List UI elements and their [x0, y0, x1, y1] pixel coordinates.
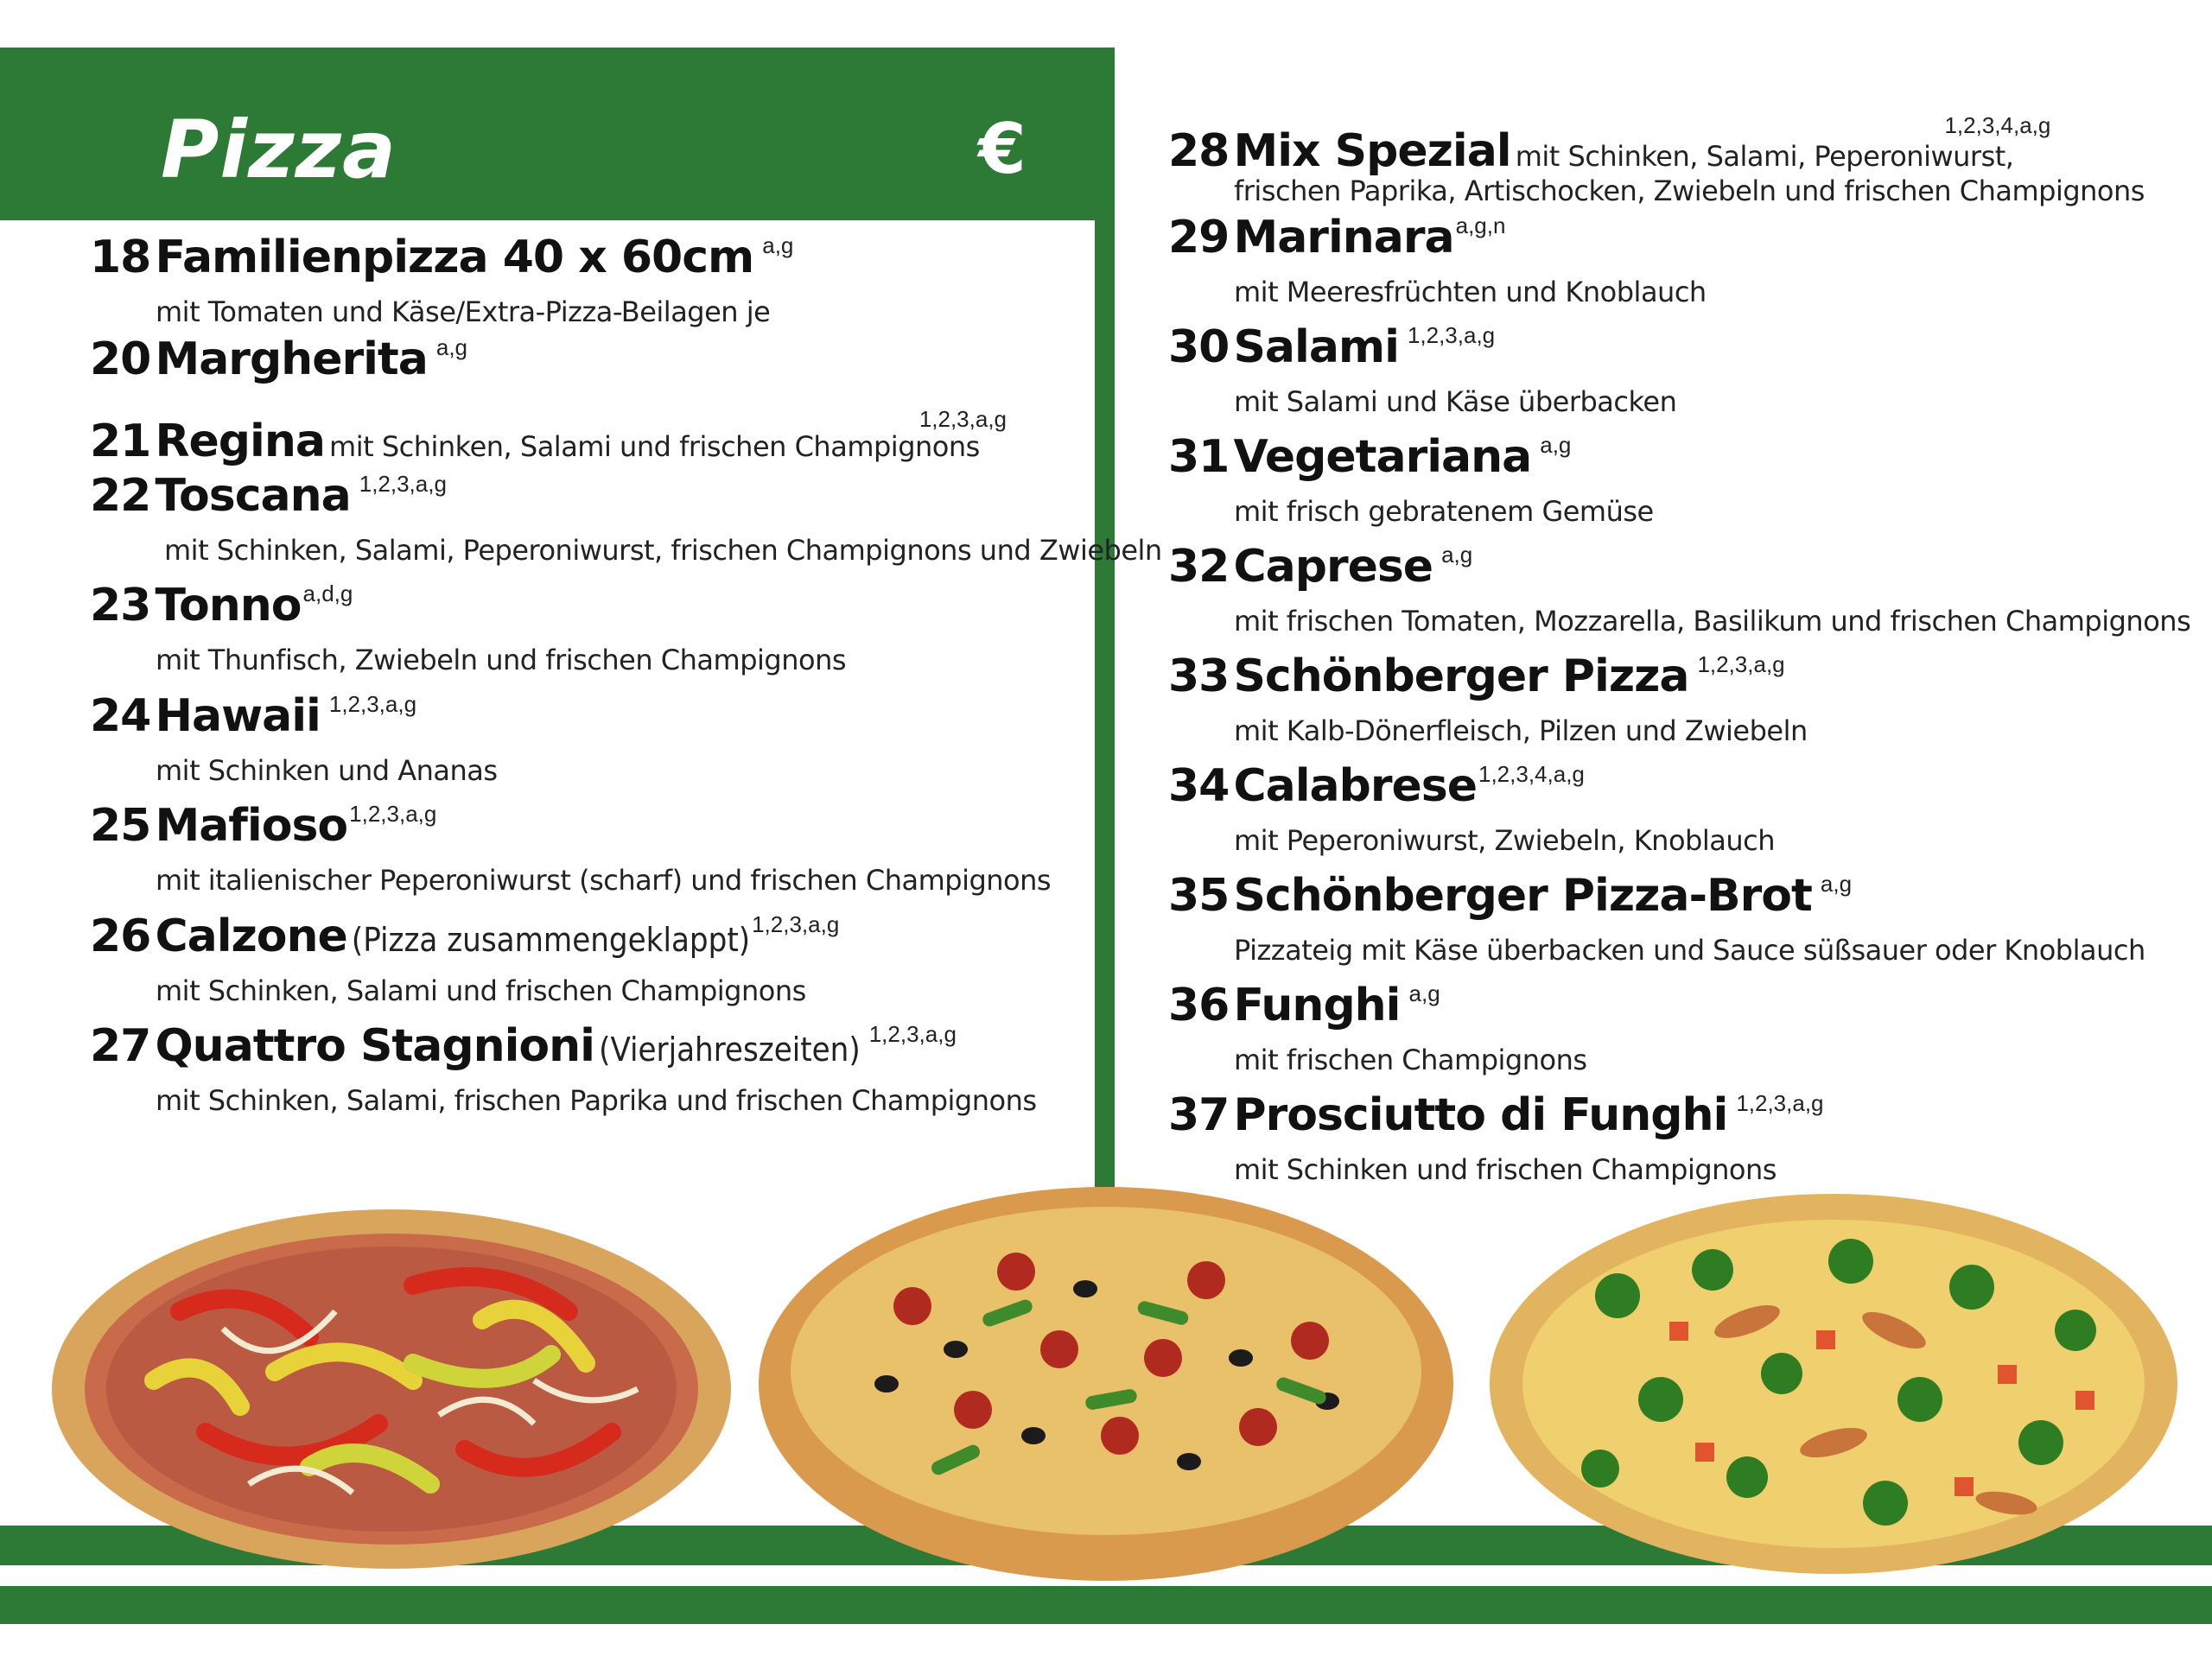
item-description-cont: frischen Paprika, Artischocken, Zwiebeln und frischen Champignons [1234, 174, 2145, 207]
item-number: 30 [1168, 321, 1230, 373]
item-heading [1168, 650, 1785, 702]
allergen-codes: a,g [1441, 542, 1473, 568]
item-number: 36 [1168, 980, 1230, 1031]
item-number: 26 [90, 910, 151, 962]
item-heading [90, 232, 793, 283]
item-name: Funghi [1233, 980, 1401, 1031]
menu-item [90, 406, 1084, 470]
item-number: 21 [90, 415, 151, 467]
item-description: mit frischen Champignons [1234, 1044, 1587, 1076]
allergen-codes: a,g [1540, 432, 1572, 458]
item-heading [90, 333, 467, 385]
allergen-codes: 1,2,3,a,g [349, 801, 437, 827]
item-name: Schönberger Pizza [1233, 650, 1689, 702]
item-name: Marinara [1233, 212, 1454, 263]
item-name: Mix Spezial [1233, 125, 1511, 177]
item-name: Calabrese [1233, 760, 1477, 812]
item-number: 33 [1168, 650, 1230, 702]
item-heading [90, 580, 353, 631]
item-description: mit Kalb-Dönerfleisch, Pilzen und Zwiebeln [1234, 714, 1808, 747]
item-subtitle: (Vierjahreszeiten) [599, 1031, 861, 1069]
allergen-codes: 1,2,3,a,g [1736, 1090, 1824, 1116]
allergen-codes: a,d,g [302, 581, 353, 606]
menu-item [90, 232, 1084, 342]
left-menu-column [90, 232, 1162, 1131]
item-name: Toscana [155, 469, 351, 522]
allergen-codes: 1,2,3,a,g [359, 470, 447, 497]
item-description: Pizzateig mit Käse überbacken und Sauce süßsauer oder Knoblauch [1234, 934, 2145, 967]
allergen-codes: a,g [435, 333, 468, 360]
item-number: 27 [90, 1020, 151, 1072]
item-heading [90, 690, 416, 742]
allergen-codes: 1,2,3,4,a,g [1478, 761, 1585, 787]
item-name: Schönberger Pizza-Brot [1233, 870, 1812, 922]
menu-item [90, 910, 1084, 1021]
menu-item [1168, 431, 2205, 541]
allergen-codes: a,g [762, 232, 794, 258]
menu-item [1168, 870, 2205, 980]
item-number: 18 [90, 232, 151, 283]
item-description: mit frisch gebratenem Gemüse [1234, 495, 1654, 528]
item-heading [1168, 870, 1852, 922]
allergen-codes: 1,2,3,a,g [1407, 322, 1496, 348]
item-description: mit Peperoniwurst, Zwiebeln, Knoblauch [1234, 824, 1775, 857]
item-heading [1168, 760, 1585, 812]
item-heading [1168, 980, 1440, 1031]
item-heading [90, 1020, 957, 1072]
item-number: 37 [1168, 1089, 1230, 1141]
item-heading [1168, 541, 1472, 593]
item-description: mit Schinken, Salami, frischen Paprika und frischen Champignons [156, 1084, 1037, 1117]
item-name: Mafioso [155, 800, 348, 852]
menu-item [90, 469, 1162, 581]
item-number: 22 [90, 469, 151, 522]
item-heading [90, 470, 447, 522]
footer-stripe-bottom [0, 1586, 2212, 1624]
item-heading [90, 910, 839, 962]
allergen-codes: 1,2,3,a,g [918, 405, 1007, 432]
menu-item [90, 1020, 1084, 1131]
item-name: Caprese [1233, 541, 1433, 593]
section-title: Pizza [161, 104, 397, 196]
menu-item [1168, 980, 2205, 1089]
item-number: 29 [1168, 212, 1230, 263]
item-name: Salami [1233, 321, 1399, 373]
item-name: Prosciutto di Funghi [1233, 1089, 1728, 1141]
right-menu-column [1168, 102, 2205, 1199]
item-name: Vegetariana [1233, 431, 1532, 483]
item-number: 28 [1168, 125, 1230, 177]
item-heading [90, 800, 436, 852]
menu-item [90, 580, 1084, 690]
item-description: mit Thunfisch, Zwiebeln und frischen Champignons [156, 644, 847, 676]
menu-item [90, 333, 1084, 406]
item-name: Tonno [155, 580, 302, 631]
item-description: mit Schinken, Salami und frischen Champignons [156, 974, 806, 1007]
menu-item [1168, 102, 2205, 212]
menu-item [1168, 321, 2205, 431]
item-heading [90, 406, 1007, 467]
item-number: 32 [1168, 541, 1230, 593]
item-name: Familienpizza 40 x 60cm [155, 232, 754, 283]
item-number: 35 [1168, 870, 1230, 922]
menu-item [1168, 212, 2205, 321]
item-heading [1168, 431, 1571, 483]
item-description: mit Tomaten und Käse/Extra-Pizza-Beilagen je [156, 295, 771, 328]
item-description: mit frischen Tomaten, Mozzarella, Basilikum und frischen Champignons [1234, 605, 2191, 638]
item-description: mit Salami und Käse überbacken [1234, 385, 1677, 418]
allergen-codes: 1,2,3,a,g [868, 1021, 957, 1047]
menu-item [1168, 760, 2205, 870]
item-heading [1168, 321, 1495, 373]
item-number: 23 [90, 580, 151, 631]
allergen-codes: 1,2,3,a,g [752, 910, 840, 937]
item-description: mit Meeresfrüchten und Knoblauch [1234, 276, 1707, 308]
item-subtitle: (Pizza zusammengeklappt) [351, 920, 751, 959]
item-name: Calzone [155, 910, 347, 962]
item-heading [1168, 1089, 1824, 1141]
allergen-codes: 1,2,3,a,g [328, 690, 417, 717]
menu-item [90, 690, 1084, 801]
item-number: 24 [90, 689, 151, 742]
menu-item [1168, 650, 2205, 760]
item-description: mit italienischer Peperoniwurst (scharf) und frischen Champignons [156, 864, 1052, 897]
item-number: 31 [1168, 431, 1230, 483]
menu-item [90, 800, 1084, 910]
item-name: Margherita [155, 333, 428, 385]
allergen-codes: a,g [1820, 871, 1853, 897]
item-description: mit Schinken und Ananas [156, 753, 498, 787]
item-heading [1168, 212, 1505, 263]
item-heading [1168, 112, 2050, 177]
item-description: mit Schinken, Salami, Peperoniwurst, [1515, 140, 2014, 173]
item-description: mit Schinken, Salami und frischen Champignons [329, 429, 980, 463]
item-number: 20 [90, 333, 151, 385]
pizza-image-supreme [757, 1177, 1455, 1583]
menu-item [1168, 541, 2205, 650]
item-name: Hawaii [155, 689, 321, 742]
allergen-codes: a,g [1408, 980, 1440, 1006]
menu-item [1168, 1089, 2205, 1199]
allergen-codes: 1,2,3,a,g [1697, 651, 1785, 677]
item-name: Quattro Stagnioni [155, 1020, 595, 1072]
item-name: Regina [155, 415, 325, 467]
item-number: 25 [90, 800, 151, 852]
pizza-image-peppers [50, 1208, 733, 1570]
item-description: mit Schinken, Salami, Peperoniwurst, frischen Champignons und Zwiebeln [164, 533, 1162, 567]
currency-symbol: € [978, 109, 1027, 189]
allergen-codes: a,g,n [1455, 213, 1506, 238]
allergen-codes: 1,2,3,4,a,g [1944, 112, 2051, 138]
item-description: mit Schinken und frischen Champignons [1234, 1153, 1777, 1186]
pizza-image-broccoli [1488, 1192, 2179, 1576]
item-number: 34 [1168, 760, 1230, 812]
